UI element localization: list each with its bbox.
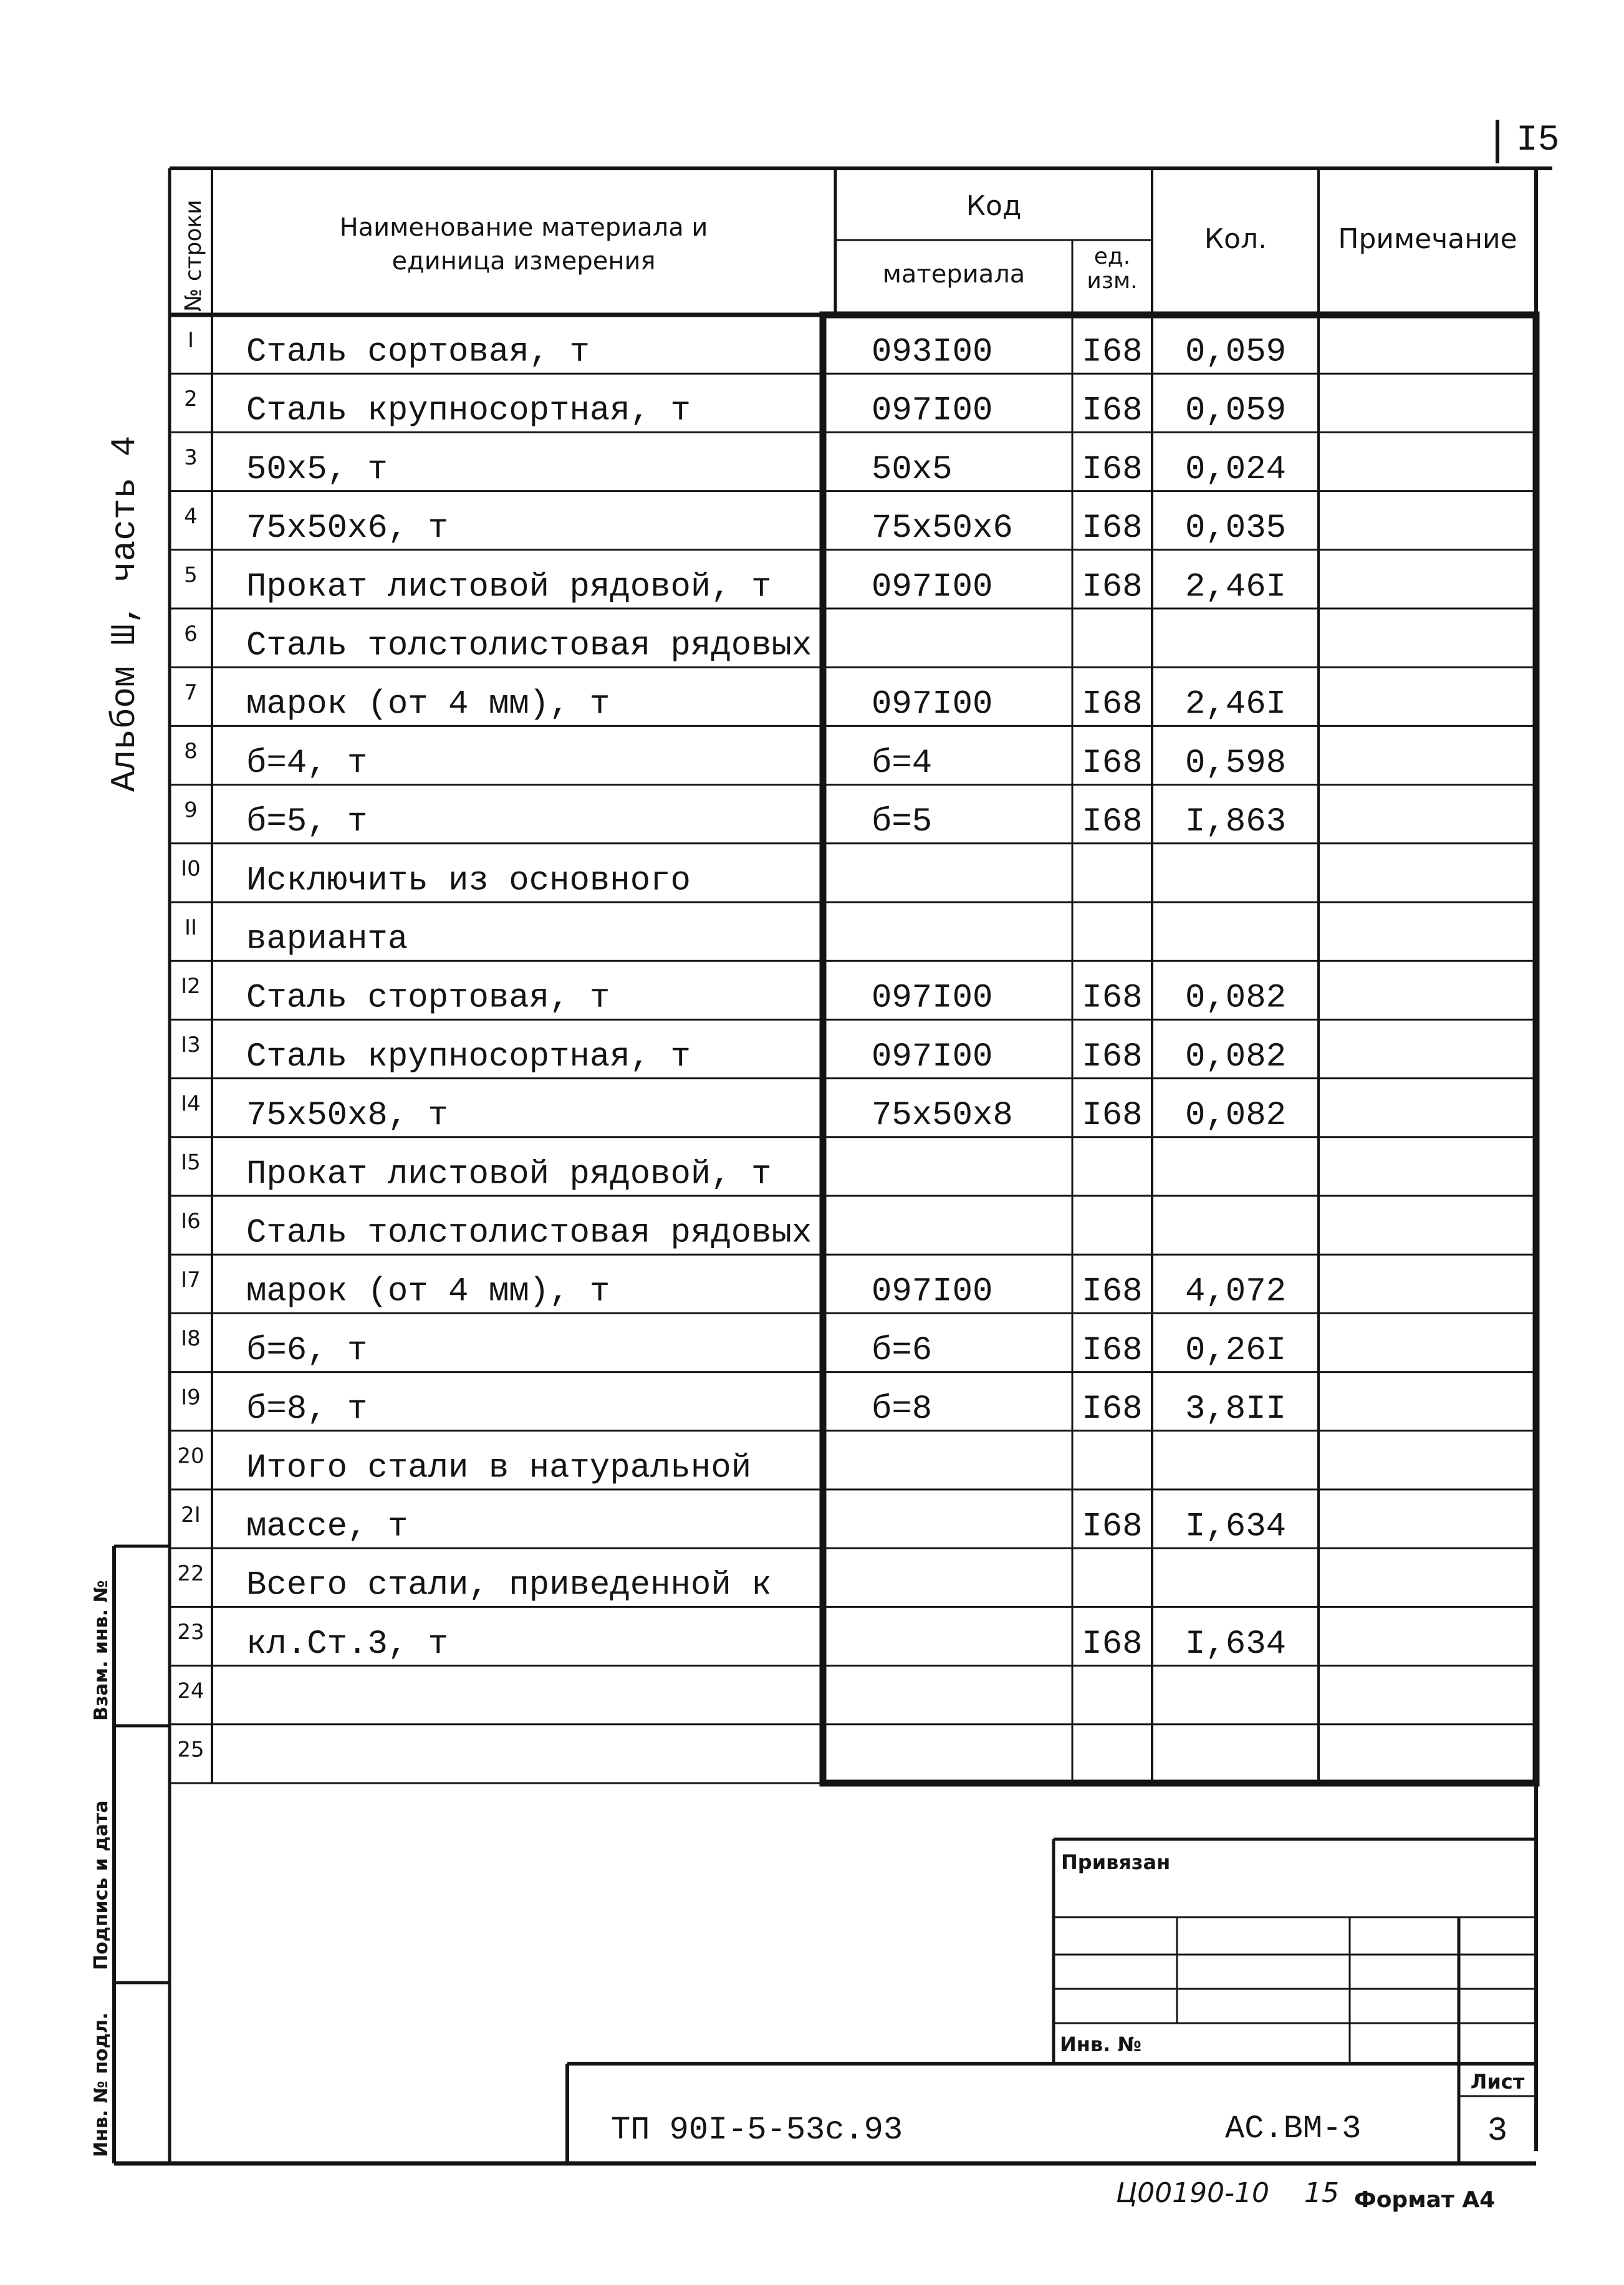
row-material-code: 75х50х8 xyxy=(872,1097,1013,1135)
row-material-name: Сталь сортовая, т xyxy=(246,333,590,372)
table-body xyxy=(177,328,1286,1763)
row-unit-code: I68 xyxy=(1082,392,1143,430)
row-quantity: 0,082 xyxy=(1184,1097,1287,1135)
row-unit-code: I68 xyxy=(1082,1272,1143,1311)
row-material-name: Прокат листовой рядовой, т xyxy=(246,568,772,607)
row-material-code: 097I00 xyxy=(872,1272,993,1311)
title-sheet-label: Лист xyxy=(1470,2070,1525,2094)
row-unit-code: I68 xyxy=(1082,979,1143,1017)
header-material: материала xyxy=(882,260,1026,289)
row-quantity: I,863 xyxy=(1184,803,1287,842)
row-quantity: 3,8II xyxy=(1184,1390,1287,1429)
stamp-inv-podl: Инв. № подл. xyxy=(90,2012,112,2157)
table-row xyxy=(184,680,1286,724)
row-number: I8 xyxy=(181,1326,201,1352)
row-quantity: 0,082 xyxy=(1184,1037,1287,1076)
footer-format: Формат А4 xyxy=(1354,2187,1496,2213)
row-quantity: 2,46I xyxy=(1184,568,1287,607)
row-number: I xyxy=(187,327,195,353)
row-unit-code: I68 xyxy=(1082,1037,1143,1076)
table-row xyxy=(177,1738,204,1763)
table-row xyxy=(184,563,1286,607)
row-unit-code: I68 xyxy=(1082,1390,1143,1429)
row-material-name: марок (от 4 мм), т xyxy=(246,1272,610,1311)
row-material-name: марок (от 4 мм), т xyxy=(246,685,610,724)
row-number: 8 xyxy=(184,739,198,764)
row-quantity: 0,26I xyxy=(1184,1331,1287,1370)
table-row xyxy=(184,797,1286,841)
table-row xyxy=(184,504,1286,547)
row-material-name: Сталь стортовая, т xyxy=(246,979,610,1017)
row-unit-code: I68 xyxy=(1082,1331,1143,1370)
row-material-name: б=8, т xyxy=(246,1390,368,1429)
row-material-name: Сталь крупносортная, т xyxy=(246,392,691,430)
row-material-code: б=6 xyxy=(872,1331,933,1370)
title-mark: АС.ВМ-3 xyxy=(1225,2110,1362,2147)
row-material-name: массе, т xyxy=(246,1508,408,1546)
row-material-code: 75х50х6 xyxy=(872,509,1013,548)
table-row xyxy=(177,1561,771,1605)
table-row xyxy=(177,1620,1286,1663)
row-number: 5 xyxy=(184,562,198,588)
table-row xyxy=(181,1209,812,1253)
table-row xyxy=(181,857,691,900)
row-number: 4 xyxy=(184,504,198,529)
row-material-name: б=5, т xyxy=(246,803,368,842)
row-quantity: 2,46I xyxy=(1184,685,1287,724)
row-unit-code: I68 xyxy=(1082,1097,1143,1135)
row-quantity: I,634 xyxy=(1184,1508,1287,1546)
row-number: 20 xyxy=(177,1443,204,1469)
row-unit-code: I68 xyxy=(1082,685,1143,724)
row-material-code: 097I00 xyxy=(872,979,993,1017)
row-material-name: 75х50х6, т xyxy=(246,509,449,548)
row-number: II xyxy=(184,915,198,940)
row-number: I0 xyxy=(181,856,201,882)
row-unit-code: I68 xyxy=(1082,803,1143,842)
stamp-podpis: Подпись и дата xyxy=(90,1800,112,1970)
row-number: I7 xyxy=(181,1268,201,1293)
row-number: I9 xyxy=(181,1385,201,1410)
row-number: 22 xyxy=(177,1561,204,1587)
table-row xyxy=(181,1268,1286,1311)
header-name-line2: единица измерения xyxy=(392,247,656,276)
row-quantity: 0,059 xyxy=(1184,333,1287,372)
row-unit-code: I68 xyxy=(1082,568,1143,607)
header-code: Код xyxy=(966,190,1022,222)
row-number: 7 xyxy=(184,680,198,706)
row-material-code: б=8 xyxy=(872,1390,933,1429)
row-material-name: б=6, т xyxy=(246,1331,368,1370)
title-doc-code: ТП 90I-5-53с.93 xyxy=(611,2112,903,2148)
table-row xyxy=(181,1150,771,1194)
table-row xyxy=(181,1503,1286,1546)
table-row xyxy=(185,915,408,959)
row-material-name: 50х5, т xyxy=(246,450,388,489)
row-unit-code: I68 xyxy=(1082,1508,1143,1546)
row-number: I6 xyxy=(181,1208,201,1234)
title-inv-no: Инв. № xyxy=(1060,2032,1141,2056)
row-material-name: Сталь толстолистовая рядовых xyxy=(246,627,812,665)
row-number: 6 xyxy=(184,621,198,647)
row-quantity: 0,059 xyxy=(1184,392,1287,430)
row-material-name: Прокат листовой рядовой, т xyxy=(246,1155,772,1194)
header-row-number: № строки xyxy=(181,200,206,312)
row-unit-code: I68 xyxy=(1082,509,1143,548)
table-row xyxy=(181,974,1286,1017)
row-unit-code: I68 xyxy=(1082,1625,1143,1663)
row-quantity: 0,024 xyxy=(1184,450,1287,489)
row-material-code: 097I00 xyxy=(872,568,993,607)
table-row xyxy=(188,328,1286,372)
row-material-name: 75х50х8, т xyxy=(246,1097,449,1135)
row-number: I3 xyxy=(181,1032,201,1058)
row-number: 9 xyxy=(184,797,198,823)
header-unit-line1: ед. xyxy=(1093,244,1131,269)
row-number: 23 xyxy=(177,1620,204,1645)
table-row xyxy=(184,739,1286,782)
title-sheet-number: 3 xyxy=(1487,2112,1508,2150)
row-material-code: 097I00 xyxy=(872,1037,993,1076)
row-number: 2 xyxy=(184,387,198,412)
row-material-name: Итого стали в натуральной xyxy=(246,1449,752,1488)
table-row xyxy=(184,387,1286,430)
row-material-code: 093I00 xyxy=(872,333,993,372)
footer-handwritten-code: Ц00190-10 xyxy=(1116,2177,1269,2209)
row-material-code: 097I00 xyxy=(872,392,993,430)
album-label: Альбом Ш, часть 4 xyxy=(105,435,145,792)
table-row xyxy=(181,1032,1286,1076)
title-privyazan: Привязан xyxy=(1061,1850,1171,1874)
row-material-name: б=4, т xyxy=(246,744,368,782)
row-material-name: варианта xyxy=(246,920,408,959)
header-unit-line2: изм. xyxy=(1087,268,1138,294)
table-row xyxy=(181,1091,1286,1135)
row-number: 2I xyxy=(181,1502,201,1527)
row-material-name: Сталь крупносортная, т xyxy=(246,1037,691,1076)
footer-handwritten-page: 15 xyxy=(1304,2177,1339,2209)
row-unit-code: I68 xyxy=(1082,450,1143,489)
row-material-code: б=5 xyxy=(872,803,933,842)
row-material-name: Всего стали, приведенной к xyxy=(246,1566,772,1605)
row-number: 25 xyxy=(177,1737,204,1763)
table-row xyxy=(184,445,1286,489)
row-quantity: 0,082 xyxy=(1184,979,1287,1017)
row-unit-code: I68 xyxy=(1082,744,1143,782)
row-material-code: 097I00 xyxy=(872,685,993,724)
row-number: 24 xyxy=(177,1678,204,1704)
table-row xyxy=(181,1385,1286,1428)
table-row xyxy=(177,1444,751,1488)
row-number: 3 xyxy=(184,445,198,471)
row-quantity: 0,035 xyxy=(1184,509,1287,548)
header-name-line1: Наименование материала и xyxy=(339,213,708,242)
row-material-name: Сталь толстолистовая рядовых xyxy=(246,1214,812,1253)
row-number: I2 xyxy=(181,974,201,999)
stamp-vzam: Взам. инв. № xyxy=(90,1580,112,1721)
table-row xyxy=(184,622,812,665)
row-material-name: Исключить из основного xyxy=(246,862,691,900)
table-row xyxy=(177,1678,204,1703)
row-material-code: 50х5 xyxy=(872,450,953,489)
row-quantity: I,634 xyxy=(1184,1625,1287,1663)
row-material-code: б=4 xyxy=(872,744,933,782)
row-unit-code: I68 xyxy=(1082,333,1143,372)
header-note: Примечание xyxy=(1338,223,1517,255)
header-qty: Кол. xyxy=(1204,223,1267,255)
table-row xyxy=(181,1326,1286,1370)
row-quantity: 4,072 xyxy=(1184,1272,1287,1311)
page-number: I5 xyxy=(1516,120,1560,161)
row-material-name: кл.Ст.3, т xyxy=(246,1625,449,1663)
row-quantity: 0,598 xyxy=(1184,744,1287,782)
row-number: I4 xyxy=(181,1091,201,1117)
row-number: I5 xyxy=(181,1150,201,1175)
